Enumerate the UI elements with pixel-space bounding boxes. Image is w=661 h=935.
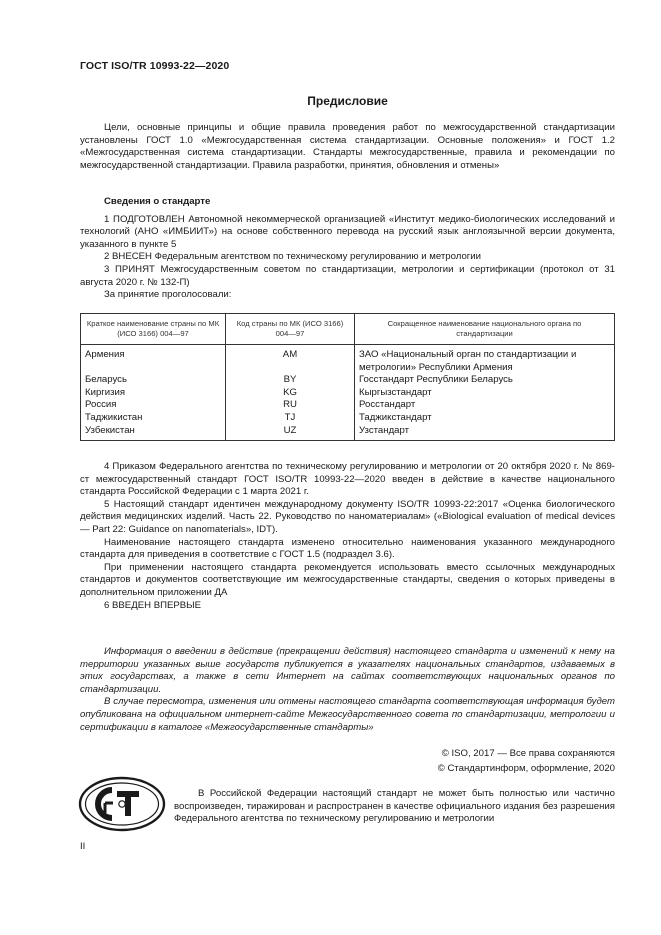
code-cell: BY — [226, 374, 355, 387]
item-5: 5 Настоящий стандарт идентичен международному документу ISO/TR 10993-22:2017 «Оценка биологического действия медицинских изделий. Часть 22. Руководство по наноматериалам» («Biological evaluation of medical devices — Part 22: Guidance on nanomaterials», IDT). — [80, 498, 615, 535]
rf-reproduction-notice — [174, 788, 615, 826]
code-cell: AM — [226, 345, 355, 375]
table-row — [81, 345, 615, 375]
notice-paragraph-2: В случае пересмотра, изменения или отмены настоящего стандарта соответствующая информация будет опубликована на официальном интернет-сайте Межгосударственного совета по стандартизации, метрологии и сертификации в каталоге «Межгосударственные стандарты» — [80, 696, 615, 733]
table-row — [81, 387, 615, 400]
body-cell: Узстандарт — [355, 425, 615, 441]
table-row — [81, 412, 615, 425]
item-3: 3 ПРИНЯТ Межгосударственным советом по стандартизации, метрологии и сертификации (протокол от 31 августа 2020 г. № 132-П) — [80, 263, 615, 288]
item-1: 1 ПОДГОТОВЛЕН Автономной некоммерческой организацией «Институт медико-биологических исследований и технологий (АНО «ИМБИИТ») на основе собственного перевода на русский язык англоязычной версии документа, указанного в пункте 5 — [80, 213, 615, 250]
header-code: Код страны по МК (ИСО 3166) 004—97 — [226, 314, 355, 345]
code-cell: KG — [226, 387, 355, 400]
item-6: 6 ВВЕДЕН ВПЕРВЫЕ — [104, 599, 202, 611]
copyright-standartinform: © Стандартинформ, оформление, 2020 — [437, 763, 615, 774]
document-header: ГОСТ ISO/TR 10993-22—2020 — [80, 60, 230, 72]
country-cell: Киргизия — [81, 387, 226, 400]
rf-notice-paragraph: В Российской Федерации настоящий стандарт не может быть полностью или частично воспроизведен, тиражирован и распространен в качестве официального издания без разрешения Федерального агентства по техническому регулированию и метрологии — [174, 788, 615, 825]
countries-table — [80, 313, 615, 441]
page-number: II — [80, 841, 86, 852]
table-row — [81, 425, 615, 441]
section-title: Сведения о стандарте — [104, 196, 211, 207]
country-cell: Таджикистан — [81, 412, 226, 425]
item-4: 4 Приказом Федерального агентства по техническому регулированию и метрологии от 20 октября 2020 г. № 869-ст межгосударственный стандарт ГОСТ ISO/TR 10993-22—2020 введен в действие в качестве национального стандарта Российской Федерации с 1 марта 2021 г. — [80, 461, 615, 498]
body-cell: ЗАО «Национальный орган по стандартизации и метрологии» Республики Армения — [355, 345, 615, 375]
body-cell: Таджикстандарт — [355, 412, 615, 425]
table-header-row — [81, 314, 615, 345]
body-cell: Госстандарт Республики Беларусь — [355, 374, 615, 387]
standard-info-block-2 — [80, 461, 615, 612]
table-row — [81, 399, 615, 412]
vote-label: За принятие проголосовали: — [104, 289, 232, 301]
country-cell: Беларусь — [81, 374, 226, 387]
country-cell: Узбекистан — [81, 425, 226, 441]
header-country: Краткое наименование страны по МК (ИСО 3166) 004—97 — [81, 314, 226, 345]
item-5-name-note: Наименование настоящего стандарта изменено относительно наименования указанного международного стандарта для приведения в соответствие с ГОСТ 1.5 (подраздел 3.6). — [80, 536, 615, 561]
publication-notice — [80, 646, 615, 734]
code-cell: TJ — [226, 412, 355, 425]
notice-paragraph-1: Информация о введении в действие (прекращении действия) настоящего стандарта и изменений к нему на территории указанных выше государств публикуется в указателях национальных стандартов, издаваемых в этих государствах, а также в сети Интернет на сайтах соответствующих национальных органов по стандартизации. — [80, 646, 615, 695]
gost-r-certification-logo-icon — [78, 776, 166, 832]
standard-info-block — [80, 196, 615, 302]
code-cell: RU — [226, 399, 355, 412]
intro-block — [80, 122, 615, 172]
item-2: 2 ВНЕСЕН Федеральным агентством по техническому регулированию и метрологии — [104, 251, 482, 263]
page-title: Предисловие — [307, 94, 388, 108]
item-5-reference-note: При применении настоящего стандарта рекомендуется использовать вместо ссылочных международных стандартов и документов соответствующие им межгосударственные стандарты, сведения о которых приведены в дополнительном приложении ДА — [80, 561, 615, 598]
table-row — [81, 374, 615, 387]
header-body: Сокращенное наименование национального органа по стандартизации — [355, 314, 615, 345]
code-cell: UZ — [226, 425, 355, 441]
country-cell: Россия — [81, 399, 226, 412]
country-cell: Армения — [81, 345, 226, 375]
body-cell: Росстандарт — [355, 399, 615, 412]
intro-paragraph: Цели, основные принципы и общие правила проведения работ по межгосударственной стандартизации установлены ГОСТ 1.0 «Межгосударственная система стандартизации. Основные положения» и ГОСТ 1.2 «Межгосударственная система стандартизации. Стандарты межгосударственные, правила и рекомендации по межгосударственной стандартизации. Правила разработки, принятия, обновления и отмены» — [80, 122, 615, 171]
body-cell: Кыргызстандарт — [355, 387, 615, 400]
copyright-iso: © ISO, 2017 — Все права сохраняются — [441, 748, 615, 759]
